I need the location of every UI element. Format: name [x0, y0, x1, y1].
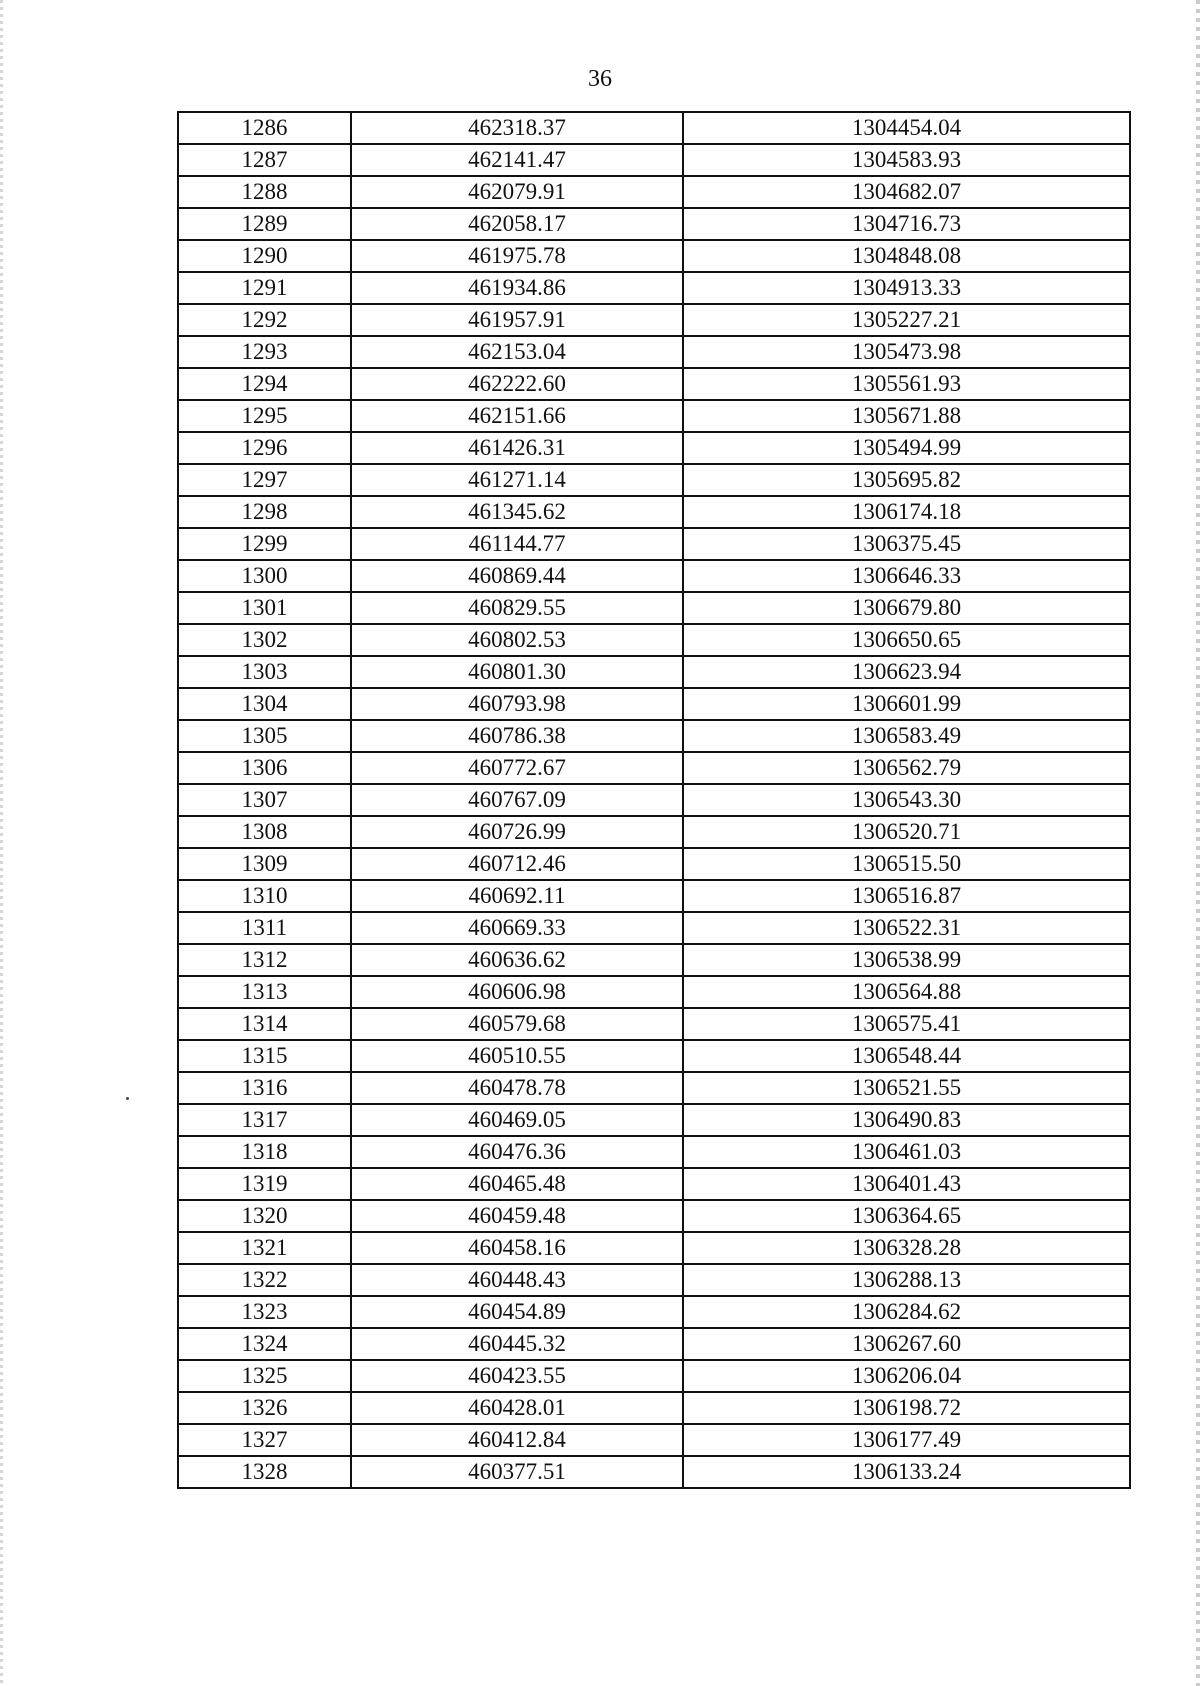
- point-number-cell: 1289: [178, 208, 351, 240]
- table-row: [178, 816, 1130, 848]
- x-coordinate-cell: 461426.31: [351, 432, 683, 464]
- table-row: [178, 880, 1130, 912]
- point-number-cell: 1315: [178, 1040, 351, 1072]
- table-row: [178, 208, 1130, 240]
- scan-speck: [126, 1097, 129, 1100]
- table-row: [178, 368, 1130, 400]
- y-coordinate-cell: 1304716.73: [683, 208, 1130, 240]
- table-row: [178, 624, 1130, 656]
- table-row: [178, 1232, 1130, 1264]
- table-row: [178, 1296, 1130, 1328]
- y-coordinate-cell: 1304682.07: [683, 176, 1130, 208]
- table-row: [178, 1328, 1130, 1360]
- x-coordinate-cell: 460712.46: [351, 848, 683, 880]
- point-number-cell: 1296: [178, 432, 351, 464]
- y-coordinate-cell: 1306461.03: [683, 1136, 1130, 1168]
- point-number-cell: 1290: [178, 240, 351, 272]
- x-coordinate-cell: 462318.37: [351, 112, 683, 144]
- y-coordinate-cell: 1306267.60: [683, 1328, 1130, 1360]
- table-row: [178, 1136, 1130, 1168]
- point-number-cell: 1298: [178, 496, 351, 528]
- table-row: [178, 560, 1130, 592]
- table-row: [178, 1456, 1130, 1488]
- y-coordinate-cell: 1306520.71: [683, 816, 1130, 848]
- y-coordinate-cell: 1304454.04: [683, 112, 1130, 144]
- table-row: [178, 720, 1130, 752]
- x-coordinate-cell: 462153.04: [351, 336, 683, 368]
- table-row: [178, 336, 1130, 368]
- x-coordinate-cell: 460579.68: [351, 1008, 683, 1040]
- x-coordinate-cell: 460412.84: [351, 1424, 683, 1456]
- table-row: [178, 528, 1130, 560]
- table-row: [178, 1392, 1130, 1424]
- point-number-cell: 1325: [178, 1360, 351, 1392]
- point-number-cell: 1308: [178, 816, 351, 848]
- y-coordinate-cell: 1305494.99: [683, 432, 1130, 464]
- point-number-cell: 1287: [178, 144, 351, 176]
- point-number-cell: 1311: [178, 912, 351, 944]
- coordinates-table: [177, 111, 1131, 1489]
- point-number-cell: 1288: [178, 176, 351, 208]
- table-row: [178, 176, 1130, 208]
- x-coordinate-cell: 460428.01: [351, 1392, 683, 1424]
- x-coordinate-cell: 460802.53: [351, 624, 683, 656]
- point-number-cell: 1302: [178, 624, 351, 656]
- x-coordinate-cell: 460829.55: [351, 592, 683, 624]
- y-coordinate-cell: 1306198.72: [683, 1392, 1130, 1424]
- point-number-cell: 1313: [178, 976, 351, 1008]
- y-coordinate-cell: 1306375.45: [683, 528, 1130, 560]
- y-coordinate-cell: 1306133.24: [683, 1456, 1130, 1488]
- y-coordinate-cell: 1304583.93: [683, 144, 1130, 176]
- x-coordinate-cell: 462151.66: [351, 400, 683, 432]
- y-coordinate-cell: 1306516.87: [683, 880, 1130, 912]
- table-row: [178, 464, 1130, 496]
- y-coordinate-cell: 1305695.82: [683, 464, 1130, 496]
- point-number-cell: 1307: [178, 784, 351, 816]
- table-row: [178, 304, 1130, 336]
- y-coordinate-cell: 1306490.83: [683, 1104, 1130, 1136]
- x-coordinate-cell: 460459.48: [351, 1200, 683, 1232]
- point-number-cell: 1324: [178, 1328, 351, 1360]
- point-number-cell: 1309: [178, 848, 351, 880]
- point-number-cell: 1323: [178, 1296, 351, 1328]
- coordinates-table-body: [178, 112, 1130, 1488]
- table-row: [178, 656, 1130, 688]
- y-coordinate-cell: 1306601.99: [683, 688, 1130, 720]
- y-coordinate-cell: 1306575.41: [683, 1008, 1130, 1040]
- y-coordinate-cell: 1306328.28: [683, 1232, 1130, 1264]
- x-coordinate-cell: 462079.91: [351, 176, 683, 208]
- point-number-cell: 1299: [178, 528, 351, 560]
- table-row: [178, 1264, 1130, 1296]
- x-coordinate-cell: 460606.98: [351, 976, 683, 1008]
- table-row: [178, 1360, 1130, 1392]
- table-row: [178, 912, 1130, 944]
- table-row: [178, 1168, 1130, 1200]
- table-row: [178, 112, 1130, 144]
- x-coordinate-cell: 460801.30: [351, 656, 683, 688]
- point-number-cell: 1318: [178, 1136, 351, 1168]
- point-number-cell: 1304: [178, 688, 351, 720]
- x-coordinate-cell: 460510.55: [351, 1040, 683, 1072]
- x-coordinate-cell: 460465.48: [351, 1168, 683, 1200]
- x-coordinate-cell: 460476.36: [351, 1136, 683, 1168]
- x-coordinate-cell: 461345.62: [351, 496, 683, 528]
- x-coordinate-cell: 460869.44: [351, 560, 683, 592]
- x-coordinate-cell: 462141.47: [351, 144, 683, 176]
- x-coordinate-cell: 460772.67: [351, 752, 683, 784]
- point-number-cell: 1319: [178, 1168, 351, 1200]
- scan-edge-right: [1196, 0, 1200, 1686]
- x-coordinate-cell: 461934.86: [351, 272, 683, 304]
- y-coordinate-cell: 1306623.94: [683, 656, 1130, 688]
- point-number-cell: 1317: [178, 1104, 351, 1136]
- table-row: [178, 240, 1130, 272]
- y-coordinate-cell: 1306177.49: [683, 1424, 1130, 1456]
- point-number-cell: 1312: [178, 944, 351, 976]
- y-coordinate-cell: 1306543.30: [683, 784, 1130, 816]
- table-row: [178, 144, 1130, 176]
- point-number-cell: 1322: [178, 1264, 351, 1296]
- table-row: [178, 848, 1130, 880]
- point-number-cell: 1320: [178, 1200, 351, 1232]
- table-row: [178, 1040, 1130, 1072]
- point-number-cell: 1328: [178, 1456, 351, 1488]
- x-coordinate-cell: 462222.60: [351, 368, 683, 400]
- x-coordinate-cell: 461957.91: [351, 304, 683, 336]
- x-coordinate-cell: 460786.38: [351, 720, 683, 752]
- y-coordinate-cell: 1306564.88: [683, 976, 1130, 1008]
- point-number-cell: 1295: [178, 400, 351, 432]
- table-row: [178, 688, 1130, 720]
- scan-edge-left: [0, 0, 3, 1686]
- y-coordinate-cell: 1306515.50: [683, 848, 1130, 880]
- y-coordinate-cell: 1306522.31: [683, 912, 1130, 944]
- table-row: [178, 432, 1130, 464]
- x-coordinate-cell: 460469.05: [351, 1104, 683, 1136]
- y-coordinate-cell: 1306288.13: [683, 1264, 1130, 1296]
- x-coordinate-cell: 460423.55: [351, 1360, 683, 1392]
- y-coordinate-cell: 1305227.21: [683, 304, 1130, 336]
- point-number-cell: 1314: [178, 1008, 351, 1040]
- x-coordinate-cell: 460454.89: [351, 1296, 683, 1328]
- y-coordinate-cell: 1306646.33: [683, 560, 1130, 592]
- table-row: [178, 752, 1130, 784]
- y-coordinate-cell: 1305561.93: [683, 368, 1130, 400]
- table-row: [178, 400, 1130, 432]
- table-row: [178, 1072, 1130, 1104]
- point-number-cell: 1321: [178, 1232, 351, 1264]
- x-coordinate-cell: 460448.43: [351, 1264, 683, 1296]
- x-coordinate-cell: 462058.17: [351, 208, 683, 240]
- x-coordinate-cell: 460692.11: [351, 880, 683, 912]
- y-coordinate-cell: 1306679.80: [683, 592, 1130, 624]
- point-number-cell: 1292: [178, 304, 351, 336]
- y-coordinate-cell: 1305473.98: [683, 336, 1130, 368]
- y-coordinate-cell: 1305671.88: [683, 400, 1130, 432]
- point-number-cell: 1303: [178, 656, 351, 688]
- point-number-cell: 1326: [178, 1392, 351, 1424]
- point-number-cell: 1297: [178, 464, 351, 496]
- table-row: [178, 272, 1130, 304]
- x-coordinate-cell: 460636.62: [351, 944, 683, 976]
- table-row: [178, 592, 1130, 624]
- x-coordinate-cell: 460478.78: [351, 1072, 683, 1104]
- table-row: [178, 1200, 1130, 1232]
- point-number-cell: 1301: [178, 592, 351, 624]
- x-coordinate-cell: 460669.33: [351, 912, 683, 944]
- y-coordinate-cell: 1306174.18: [683, 496, 1130, 528]
- table-row: [178, 1424, 1130, 1456]
- y-coordinate-cell: 1306548.44: [683, 1040, 1130, 1072]
- table-row: [178, 496, 1130, 528]
- point-number-cell: 1327: [178, 1424, 351, 1456]
- point-number-cell: 1291: [178, 272, 351, 304]
- x-coordinate-cell: 460377.51: [351, 1456, 683, 1488]
- y-coordinate-cell: 1306284.62: [683, 1296, 1130, 1328]
- x-coordinate-cell: 460726.99: [351, 816, 683, 848]
- y-coordinate-cell: 1306401.43: [683, 1168, 1130, 1200]
- point-number-cell: 1316: [178, 1072, 351, 1104]
- y-coordinate-cell: 1304913.33: [683, 272, 1130, 304]
- point-number-cell: 1286: [178, 112, 351, 144]
- point-number-cell: 1294: [178, 368, 351, 400]
- y-coordinate-cell: 1306650.65: [683, 624, 1130, 656]
- y-coordinate-cell: 1306583.49: [683, 720, 1130, 752]
- table-row: [178, 784, 1130, 816]
- point-number-cell: 1305: [178, 720, 351, 752]
- table-row: [178, 944, 1130, 976]
- y-coordinate-cell: 1306538.99: [683, 944, 1130, 976]
- x-coordinate-cell: 460458.16: [351, 1232, 683, 1264]
- y-coordinate-cell: 1306521.55: [683, 1072, 1130, 1104]
- point-number-cell: 1306: [178, 752, 351, 784]
- x-coordinate-cell: 460793.98: [351, 688, 683, 720]
- point-number-cell: 1300: [178, 560, 351, 592]
- y-coordinate-cell: 1306364.65: [683, 1200, 1130, 1232]
- x-coordinate-cell: 461271.14: [351, 464, 683, 496]
- x-coordinate-cell: 461975.78: [351, 240, 683, 272]
- table-row: [178, 1008, 1130, 1040]
- point-number-cell: 1310: [178, 880, 351, 912]
- point-number-cell: 1293: [178, 336, 351, 368]
- x-coordinate-cell: 460445.32: [351, 1328, 683, 1360]
- y-coordinate-cell: 1304848.08: [683, 240, 1130, 272]
- y-coordinate-cell: 1306562.79: [683, 752, 1130, 784]
- page-number: 36: [588, 66, 612, 92]
- table-row: [178, 1104, 1130, 1136]
- x-coordinate-cell: 461144.77: [351, 528, 683, 560]
- table-row: [178, 976, 1130, 1008]
- y-coordinate-cell: 1306206.04: [683, 1360, 1130, 1392]
- x-coordinate-cell: 460767.09: [351, 784, 683, 816]
